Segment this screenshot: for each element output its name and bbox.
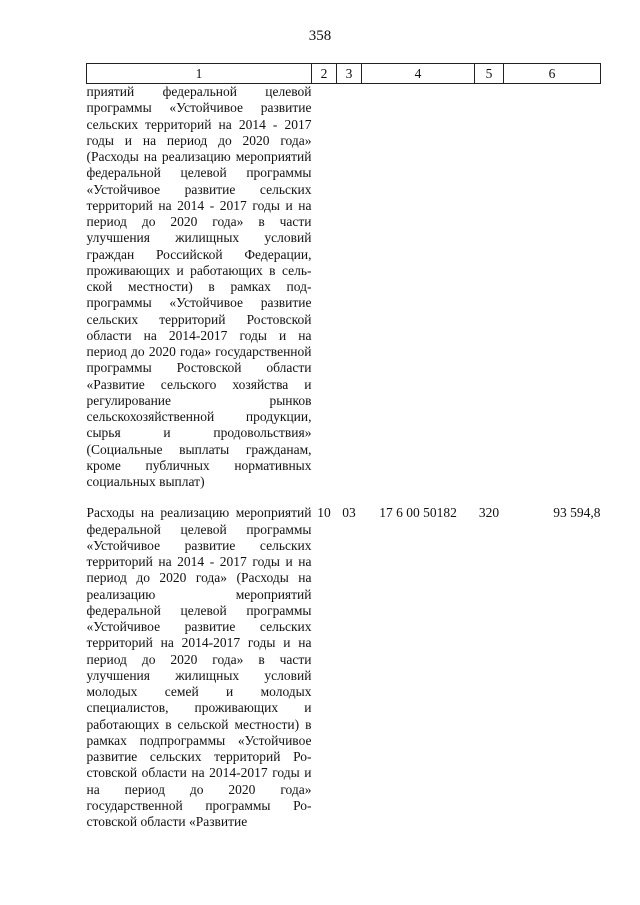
expense-type-code <box>475 84 504 491</box>
section-code <box>312 84 337 491</box>
expense-type-code: 320 <box>478 505 500 521</box>
table-row <box>87 505 601 830</box>
subsection-code: 03 <box>342 505 356 521</box>
target-article-code <box>362 84 475 491</box>
page-number: 358 <box>308 28 332 44</box>
column-header: 1 <box>87 64 312 84</box>
column-header: 6 <box>504 64 601 84</box>
section-code: 10 <box>317 505 331 521</box>
amount-value: 93 594,8 <box>553 505 601 521</box>
row-description: приятий федеральной целевой программы «Устойчивое развитие сельских территорий на 2014 - 2017 годы и на период до 2020 года» (Расходы на реализацию мероприятий федеральной целевой программы «Устойчивое развитие сельских территорий на 2014 - 2017 годы и на период до 2020 года» в части улучшения жилищных условий граждан Российской Федерации, проживающих и работающих в сельской местности) в рамках подпрограммы «Устойчивое развитие сельских территорий Ростовской области на 2014-2017 годы и на период до 2020 года» государственной программы Ростовской области «Развитие сельского хозяйства и регулирование рынков сельскохозяйственной продукции, сырья и продовольствия» (Социальные выплаты гражданам, кроме публичных нормативных социальных выплат) <box>86 84 312 489</box>
column-header: 3 <box>337 64 362 84</box>
column-header: 5 <box>475 64 504 84</box>
budget-table <box>86 63 601 830</box>
table-row <box>87 84 601 491</box>
target-article-code: 17 6 00 50182 <box>379 505 457 521</box>
column-header: 2 <box>312 64 337 84</box>
row-description: Расходы на реализацию мероприятий федеральной целевой программы «Устойчивое развитие сельских территорий на 2014 - 2017 годы и на период до 2020 года» (Расходы на реализацию мероприятий федеральной целевой программы «Устойчивое развитие сельских территорий на 2014-2017 годы и на период до 2020 года» в части улучшения жилищных условий молодых семей и молодых специалистов, проживающих и работающих в сельской местности) в рамках подпрограммы «Устойчивое развитие сельских территорий Ростовской области на 2014-2017 годы и на период до 2020 года» государственной программы Ростовской области «Развитие <box>86 505 312 829</box>
table-header-row <box>87 64 601 84</box>
amount-value <box>504 84 601 491</box>
column-header: 4 <box>362 64 475 84</box>
subsection-code <box>337 84 362 491</box>
row-spacer <box>87 490 601 505</box>
